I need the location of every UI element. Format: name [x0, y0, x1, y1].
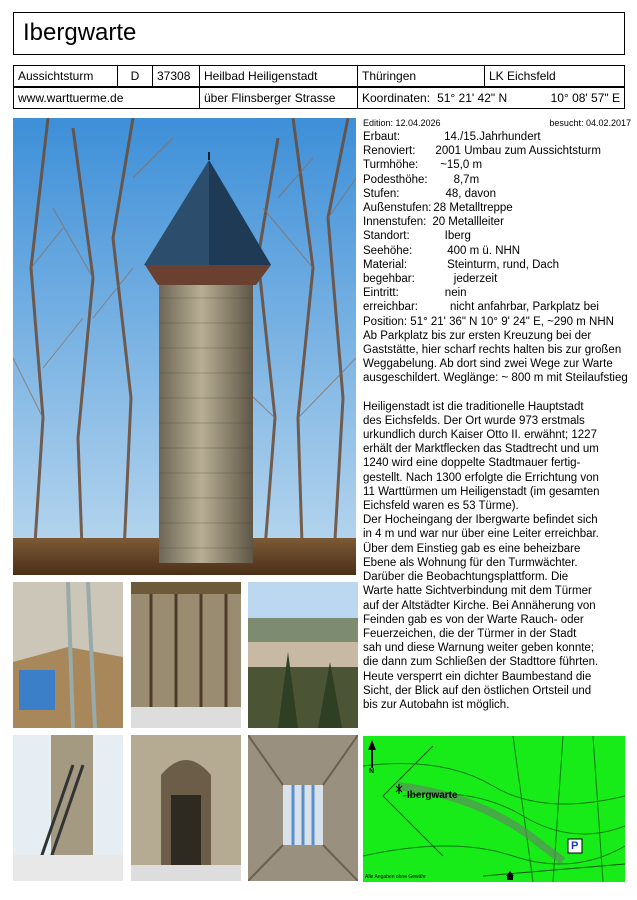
- fact-label: Seehöhe:: [363, 244, 413, 257]
- fact-value: nein: [444, 287, 467, 300]
- fact-label: Außenstufen:: [363, 202, 432, 215]
- history-line: 11 Warttürmen um Heiligenstadt (im gesamten: [363, 485, 600, 498]
- map-parking-label: P: [571, 840, 579, 852]
- longitude: 10° 08' 57" E: [550, 91, 620, 105]
- info-panel: [363, 118, 631, 712]
- fact-row: [363, 215, 631, 229]
- latitude: 51° 21' 42" N: [437, 91, 508, 105]
- fact-label: Eintritt:: [363, 287, 399, 300]
- fact-row: [363, 286, 631, 300]
- fact-label: erreichbar:: [363, 301, 418, 314]
- fact-row: [363, 244, 631, 258]
- postal-code: 37308: [153, 66, 200, 86]
- header-row-2: [13, 87, 625, 109]
- fact-row: [363, 130, 631, 144]
- fact-value: 20 Metallleiter: [432, 216, 504, 229]
- history-line: Ebene als Wohnung für den Turmwächter.: [363, 556, 578, 569]
- history-line: Feinden gab es von der Warte Rauch- oder: [363, 613, 584, 626]
- edition-line: [363, 118, 631, 129]
- website-link[interactable]: www.warttuerme.de: [14, 88, 200, 108]
- town-name: Heilbad Heiligenstadt: [200, 66, 358, 86]
- fact-row: [363, 201, 631, 215]
- photo-tower-interior-ladder: [13, 582, 123, 728]
- fact-row: [363, 144, 631, 158]
- history-line: Eichsfeld waren es 53 Türme).: [363, 500, 519, 513]
- history-line: in 4 m und war nur über eine Leiter erreichbar.: [363, 528, 599, 541]
- country-code: D: [118, 66, 153, 86]
- history-line: erhält der Marktflecken das Stadtrecht und um: [363, 443, 599, 456]
- photo-town-panorama: [248, 582, 358, 728]
- history-line: gestellt. Nach 1300 erfolgte die Errichtung von: [363, 471, 599, 484]
- fact-value: 400 m ü. NHN: [447, 244, 521, 257]
- fact-label: Podesthöhe:: [363, 173, 428, 186]
- tower-type: Aussichtsturm: [14, 66, 118, 86]
- history-line: Der Hocheingang der Ibergwarte befindet sich: [363, 514, 598, 527]
- history-text: [363, 400, 631, 712]
- visited-date: besucht: 04.02.2017: [549, 118, 631, 128]
- map-tower-label: Ibergwarte: [407, 790, 458, 801]
- fact-value: ~15,0 m: [440, 159, 483, 172]
- fact-label: Innenstufen:: [363, 216, 427, 229]
- fact-value: 14./15.Jahrhundert: [444, 131, 541, 143]
- header-row-1: [13, 65, 625, 87]
- fact-label: Renoviert:: [363, 145, 416, 158]
- fact-label: Stufen:: [363, 187, 400, 200]
- photo-tower-entrance: [131, 735, 241, 881]
- history-line: Sicht, der Blick auf den östlichen Ortsteil und: [363, 684, 592, 697]
- coordinates: [358, 88, 624, 108]
- fact-value: Steinturm, rund, Dach: [447, 258, 559, 271]
- state-name: Thüringen: [358, 66, 485, 86]
- facts-list: [363, 130, 631, 315]
- access-road: über Flinsberger Strasse: [200, 88, 358, 108]
- history-line: Über dem Einstieg gab es eine beheizbare: [363, 542, 581, 555]
- history-line: Heute versperrt ein dichter Baumbestand die: [363, 670, 592, 683]
- photo-forest-view: [131, 582, 241, 728]
- fact-row: [363, 229, 631, 243]
- fact-row: [363, 173, 631, 187]
- history-line: Darüber die Beobachtungsplattform. Die: [363, 571, 569, 584]
- history-line: auf der Altstädter Kirche. Bei Annäherung von: [363, 599, 596, 612]
- district-name: LK Eichsfeld: [489, 69, 556, 83]
- history-line: sah und diese Warnung weiter geben konnte;: [363, 642, 595, 655]
- fact-label: Erbaut:: [363, 131, 401, 143]
- edition-date: Edition: 12.04.2026: [363, 118, 441, 128]
- map-north-label: N: [369, 768, 375, 775]
- fact-row: [363, 272, 631, 286]
- history-line: bis zur Autobahn ist möglich.: [363, 698, 510, 711]
- fact-value: Iberg: [444, 230, 471, 243]
- fact-label: Standort:: [363, 230, 410, 243]
- fact-value: jederzeit: [453, 273, 498, 286]
- history-line: urkundlich durch Kaiser Otto II. erwähnt; 1227: [363, 429, 597, 442]
- fact-label: Turmhöhe:: [363, 159, 419, 172]
- map-disclaimer: Alle Angaben ohne Gewähr: [365, 874, 426, 880]
- fact-value: 8,7m: [453, 173, 480, 186]
- history-line: 1240 wird eine doppelte Stadtmauer fertig-: [363, 457, 581, 470]
- fact-value: 2001 Umbau zum Aussichtsturm: [435, 145, 601, 158]
- fact-row: [363, 300, 631, 314]
- fact-value: 48, davon: [445, 187, 496, 200]
- photo-tower-inside-upward: [248, 735, 358, 881]
- fact-row: [363, 187, 631, 201]
- fact-value: nicht anfahrbar, Parkplatz bei: [449, 301, 599, 314]
- page-title: Ibergwarte: [13, 12, 625, 55]
- history-line: des Eichsfelds. Der Ort wurde 973 erstmals: [363, 414, 585, 427]
- photo-tower-staircase: [13, 735, 123, 881]
- tower-main-photo: [13, 118, 356, 575]
- fact-label: begehbar:: [363, 273, 415, 286]
- route-description: Ab Parkplatz bis zur ersten Kreuzung bei der Gaststätte, hier scharf rechts halten bis zur großen Weggabelung. Ab dort sind zwei Wege zur Warte ausgeschildert. Weglänge: ~ 800 m mit Steilaufstieg: [363, 329, 628, 385]
- history-line: die dann zum Schließen der Stadttore führten.: [363, 656, 599, 669]
- position-text: Position: 51° 21' 36" N 10° 9' 24" E, ~290 m NHN: [363, 315, 614, 328]
- fact-value: 28 Metalltreppe: [433, 202, 513, 215]
- fact-label: Material:: [363, 258, 408, 271]
- history-line: Warte hatte Sichtverbindung mit dem Türmer: [363, 585, 592, 598]
- fact-row: [363, 158, 631, 172]
- history-line: Heiligenstadt ist die traditionelle Hauptstadt: [363, 400, 584, 413]
- location-map: [363, 736, 625, 882]
- fact-row: [363, 258, 631, 272]
- history-line: Feuerzeichen, die der Türmer in der Stadt: [363, 627, 577, 640]
- coordinates-label: Koordinaten:: [362, 91, 431, 105]
